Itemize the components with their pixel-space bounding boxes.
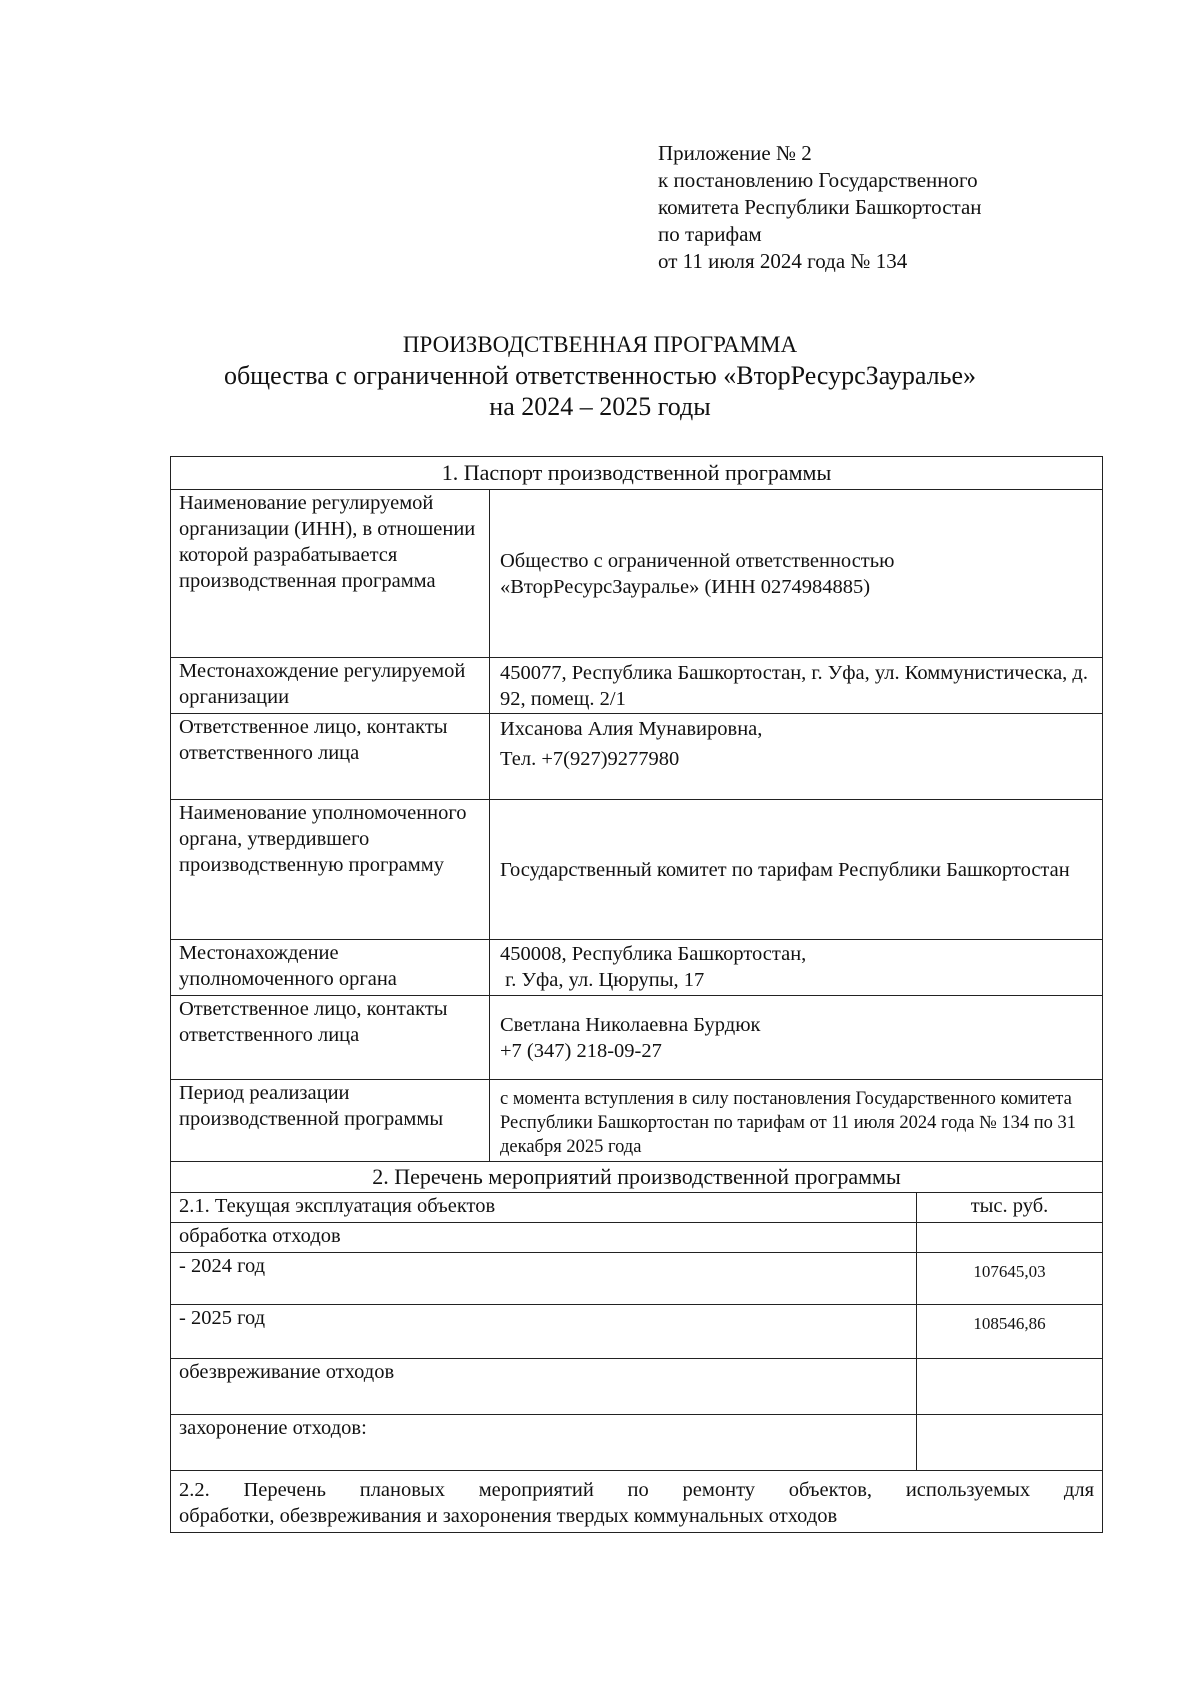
passport-value: 450077, Республика Башкортостан, г. Уфа, ул. Коммунистическа, д. 92, помещ. 2/1 xyxy=(490,658,1103,714)
activity-label: обезвреживание отходов xyxy=(171,1359,917,1415)
activity-label: захоронение отходов: xyxy=(171,1415,917,1471)
activity-label: - 2025 год xyxy=(171,1305,917,1359)
table-row xyxy=(171,1253,1103,1305)
passport-value xyxy=(490,996,1103,1080)
appendix-header xyxy=(658,140,982,275)
program-table xyxy=(170,456,1103,1533)
activity-label: - 2024 год xyxy=(171,1253,917,1305)
table-row xyxy=(171,1415,1103,1471)
passport-value xyxy=(490,940,1103,996)
section-2-heading-row xyxy=(171,1162,1103,1193)
appendix-line: по тарифам xyxy=(658,222,762,246)
table-row xyxy=(171,1471,1103,1533)
title-line-1: ПРОИЗВОДСТВЕННАЯ ПРОГРАММА xyxy=(402,332,798,357)
table-row xyxy=(171,490,1103,658)
appendix-line: комитета Республики Башкортостан xyxy=(658,195,982,219)
table-row xyxy=(171,996,1103,1080)
table-row xyxy=(171,658,1103,714)
activity-value xyxy=(917,1359,1103,1415)
passport-label: Местонахождение регулируемой организации xyxy=(171,658,490,714)
unit-label: тыс. руб. xyxy=(917,1193,1103,1223)
section-2-heading: 2. Перечень мероприятий производственной программы xyxy=(171,1162,1103,1193)
table-row xyxy=(171,1359,1103,1415)
passport-label: Местонахождение уполномоченного органа xyxy=(171,940,490,996)
passport-label: Наименование регулируемой организации (ИНН), в отношении которой разрабатывается производственная программа xyxy=(171,490,490,658)
passport-value: Государственный комитет по тарифам Республики Башкортостан xyxy=(490,800,1103,940)
appendix-line: от 11 июля 2024 года № 134 xyxy=(658,249,908,273)
activity-value: 107645,03 xyxy=(917,1253,1103,1305)
passport-value: Общество с ограниченной ответственностью «ВторРесурсЗауралье» (ИНН 0274984885) xyxy=(490,490,1103,658)
subsection-2-2-line: обработки, обезвреживания и захоронения твердых коммунальных отходов xyxy=(179,1505,838,1527)
passport-value: с момента вступления в силу постановления Государственного комитета Республики Башкортостан по тарифам от 11 июля 2024 года № 134 по 31 декабря 2025 года xyxy=(490,1080,1103,1162)
table-row xyxy=(171,1223,1103,1253)
appendix-line: Приложение № 2 xyxy=(658,141,812,165)
passport-label: Период реализации производственной программы xyxy=(171,1080,490,1162)
activity-label: обработка отходов xyxy=(171,1223,917,1253)
contact-phone: Тел. +7(927)9277980 xyxy=(500,748,680,770)
contact-phone: +7 (347) 218-09-27 xyxy=(500,1039,662,1062)
address-line: г. Уфа, ул. Цюрупы, 17 xyxy=(500,969,705,991)
appendix-line: к постановлению Государственного xyxy=(658,168,978,192)
table-row xyxy=(171,1193,1103,1223)
activity-value: 108546,86 xyxy=(917,1305,1103,1359)
activity-value xyxy=(917,1223,1103,1253)
table-row xyxy=(171,800,1103,940)
contact-name: Светлана Николаевна Бурдюк xyxy=(500,1013,761,1036)
contact-name: Ихсанова Алия Мунавировна, xyxy=(500,718,763,740)
subsection-2-1-label: 2.1. Текущая эксплуатация объектов xyxy=(171,1193,917,1223)
passport-label: Наименование уполномоченного органа, утвердившего производственную программу xyxy=(171,800,490,940)
title-line-3: на 2024 – 2025 годы xyxy=(489,392,711,421)
section-1-heading-row xyxy=(171,457,1103,490)
document-title xyxy=(0,330,1200,422)
passport-label: Ответственное лицо, контакты ответственного лица xyxy=(171,714,490,800)
title-line-2: общества с ограниченной ответственностью «ВторРесурсЗауралье» xyxy=(223,361,977,390)
table-row xyxy=(171,714,1103,800)
address-line: 450008, Республика Башкортостан, xyxy=(500,943,807,965)
table-row xyxy=(171,940,1103,996)
subsection-2-2-line: 2.2. Перечень плановых мероприятий по ремонту объектов, используемых для xyxy=(179,1479,1095,1501)
table-row xyxy=(171,1080,1103,1162)
table-row xyxy=(171,1305,1103,1359)
passport-label: Ответственное лицо, контакты ответственного лица xyxy=(171,996,490,1080)
passport-value xyxy=(490,714,1103,800)
subsection-2-2 xyxy=(171,1471,1103,1533)
section-1-heading: 1. Паспорт производственной программы xyxy=(171,457,1103,490)
activity-value xyxy=(917,1415,1103,1471)
